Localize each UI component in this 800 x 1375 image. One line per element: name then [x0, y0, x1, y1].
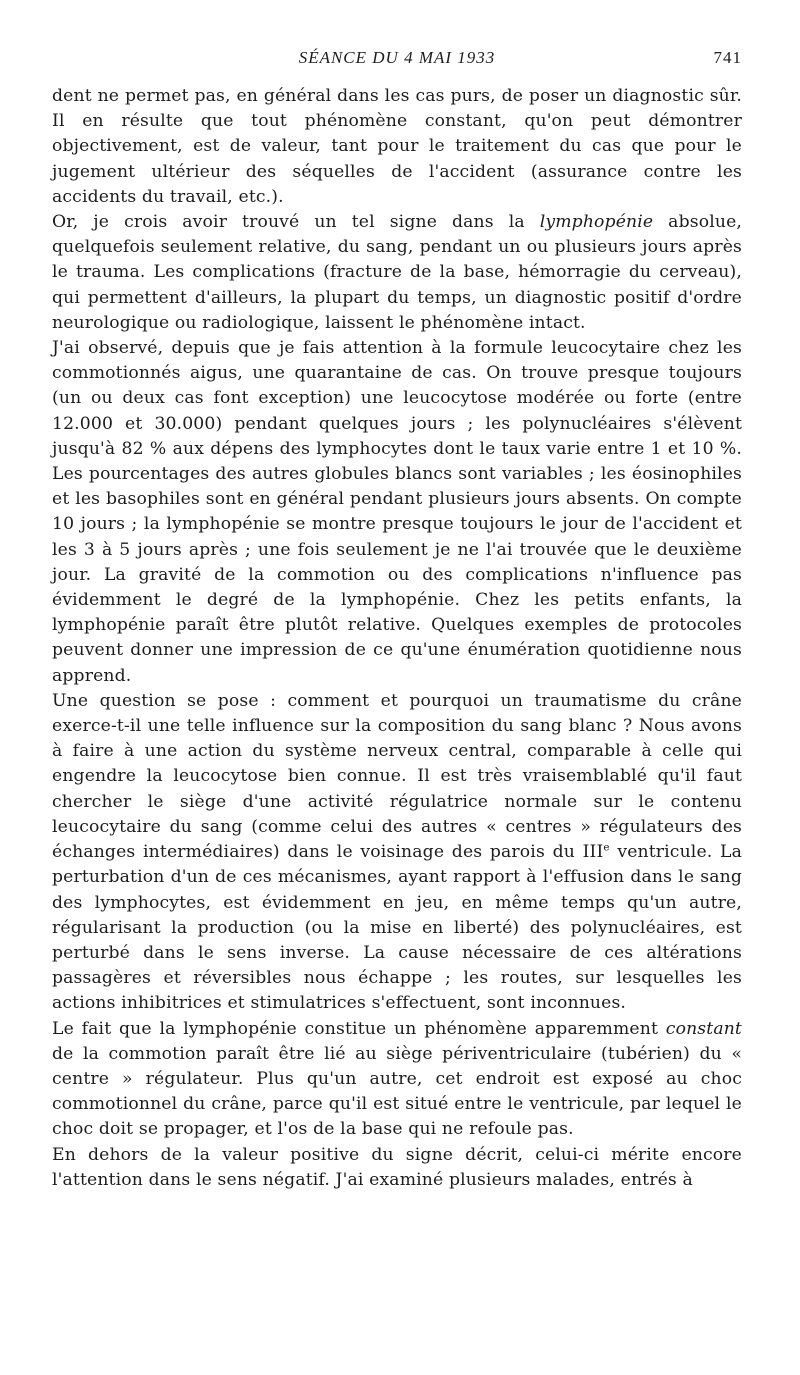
paragraph-5	[52, 1017, 742, 1143]
running-head	[52, 48, 742, 78]
paragraph-5-start: Le fait que la lymphopénie constitue un phénomène apparemment	[52, 1018, 666, 1039]
superscript-e: e	[603, 841, 610, 854]
paragraph-2	[52, 210, 742, 336]
page-number: 741	[713, 48, 742, 67]
emphasis-lymphopenie: lymphopénie	[539, 212, 654, 233]
page	[52, 48, 742, 1193]
paragraph-1: dent ne permet pas, en général dans les cas purs, de poser un diagnostic sûr. Il en résulte que tout phénomène constant, qu'on peut démontrer objectivement, est de valeur, tant pour le traitement du cas que pour le jugement ultérieur des séquelles de l'accident (assurance contre les accidents du travail, etc.).	[52, 86, 742, 207]
paragraph-2-start: Or, je crois avoir trouvé un tel signe dans la	[52, 212, 540, 233]
emphasis-constant: constant	[665, 1018, 742, 1039]
paragraph-3: J'ai observé, depuis que je fais attention à la formule leucocytaire chez les commotionnés aigus, une quarantaine de cas. On trouve presque toujours (un ou deux cas font exception) une leucocytose modérée ou forte (entre 12.000 et 30.000) pendant quelques jours ; les polynucléaires s'élèvent jusqu'à 82 % aux dépens des lymphocytes dont le taux varie entre 1 et 10 %. Les pourcentages des autres globules blancs sont variables ; les éosinophiles et les basophiles sont en général pendant plusieurs jours absents. On compte 10 jours ; la lymphopénie se montre presque toujours le jour de l'accident et les 3 à 5 jours après ; une fois seulement je ne l'ai trouvée que le deuxième jour. La gravité de la commotion ou des complications n'influence pas évidemment le degré de la lymphopénie. Chez les petits enfants, la lymphopénie paraît être plutôt relative. Quelques exemples de protocoles peuvent donner une impression de ce qu'une énumération quotidienne nous apprend.	[52, 338, 742, 686]
paragraph-5-end: de la commotion paraît être lié au siège périventriculaire (tubérien) du « centre » régulateur. Plus qu'un autre, cet endroit est exposé au choc commotionnel du crâne, parce qu'il est situé entre le ventricule, par lequel le choc doit se propager, et l'os de la base qui ne refoule pas.	[52, 1043, 742, 1140]
paragraph-6: En dehors de la valeur positive du signe décrit, celui-ci mérite encore l'attention dans le sens négatif. J'ai examiné plusieurs malades, entrés à	[52, 1144, 742, 1190]
paragraph-4	[52, 689, 742, 1017]
body-text	[52, 84, 742, 1193]
paragraph-4-start: Une question se pose : comment et pourquoi un traumatisme du crâne exerce-t-il une telle influence sur la composition du sang blanc ? Nous avons à faire à une action du système nerveux central, comparable à celle qui engendre la leucocytose bien connue. Il est très vraisemblablé qu'il faut chercher le siège d'une activité régulatrice normale sur le contenu leucocytaire du sang (comme celui des autres « centres » régulateurs des échanges intermédiaires) dans le voisinage des parois du III	[52, 690, 742, 863]
paragraph-2-end: absolue, quelquefois seulement relative, du sang, pendant un ou plusieurs jours après le trauma. Les complications (fracture de la base, hémorragie du cerveau), qui permettent d'ailleurs, la plupart du temps, un diagnostic positif d'ordre neurologique ou radiologique, laissent le phénomène intact.	[52, 212, 743, 333]
paragraph-4-end: ventricule. La perturbation d'un de ces mécanismes, ayant rapport à l'effusion dans le sang des lymphocytes, est évidemment en jeu, en même temps qu'un autre, régularisant la production (ou la mise en liberté) des polynucléaires, est perturbé dans le sens inverse. La cause nécessaire de ces altérations passagères et réversibles nous échappe ; les routes, sur lesquelles les actions inhibitrices et stimulatrices s'effectuent, sont inconnues.	[52, 842, 742, 1014]
running-title: SÉANCE DU 4 MAI 1933	[298, 48, 496, 67]
